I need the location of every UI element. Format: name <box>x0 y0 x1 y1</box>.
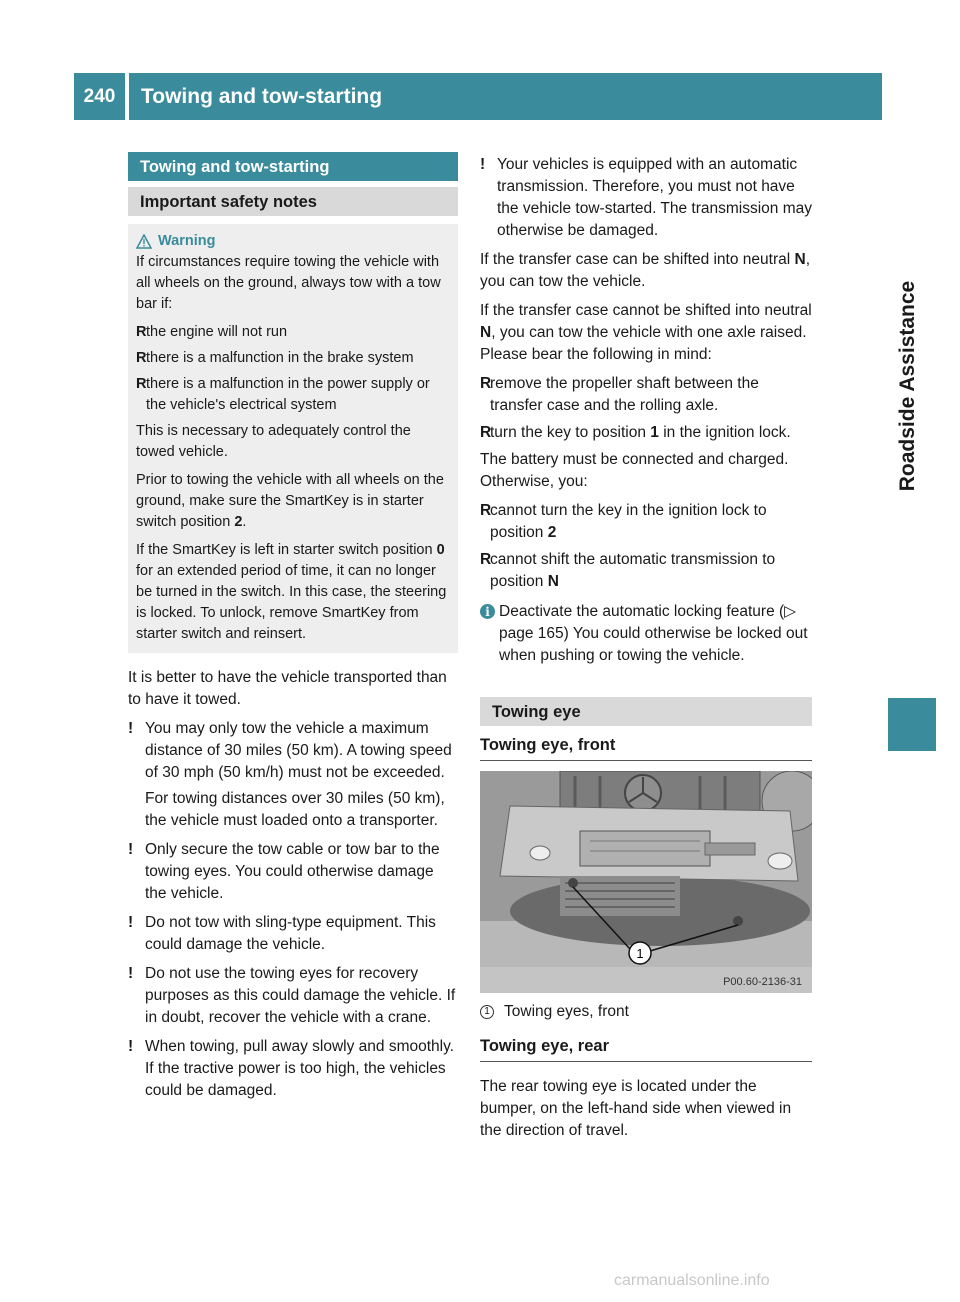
caution-note: ! Do not use the towing eyes for recovery purposes as this could damage the vehicle. If in doubt, recover the vehicle with a crane. <box>128 963 458 1029</box>
list-item: R cannot turn the key in the ignition lock to position 2 <box>480 502 767 541</box>
warning-bullet: R there is a malfunction in the power supply or the vehicle's electrical system <box>136 376 430 413</box>
right-column <box>480 154 812 1149</box>
towing-eye-figure <box>480 771 812 993</box>
exclamation-icon: ! <box>128 1038 134 1055</box>
warning-paragraph: This is necessary to adequately control the towed vehicle. <box>136 423 411 460</box>
side-tab <box>880 76 936 696</box>
caution-note: ! Do not tow with sling-type equipment. This could damage the vehicle. <box>128 912 458 956</box>
figure-title: Towing eye, front <box>480 734 812 761</box>
warning-paragraph: Prior to towing the vehicle with all wheels on the ground, make sure the SmartKey is in starter switch position 2. <box>136 472 444 530</box>
page-number: 240 <box>74 73 125 120</box>
exclamation-icon: ! <box>128 965 134 982</box>
figure-caption: 1 Towing eyes, front <box>480 1001 812 1023</box>
watermark: carmanualsonline.info <box>614 1272 770 1289</box>
warning-box <box>128 224 458 653</box>
body-paragraph: The rear towing eye is located under the bumper, on the left-hand side when viewed in the direction of travel. <box>480 1078 792 1139</box>
caution-note: ! Only secure the tow cable or tow bar to the towing eyes. You could otherwise damage the vehicle. <box>128 839 458 905</box>
section-heading: Towing eye <box>480 697 812 726</box>
figure-title: Towing eye, rear <box>480 1035 812 1062</box>
callout-number-icon: 1 <box>480 1005 494 1019</box>
vehicle-front-illustration <box>480 771 812 993</box>
exclamation-icon: ! <box>128 914 134 931</box>
body-paragraph: If the transfer case can be shifted into neutral N, you can tow the vehicle. <box>480 251 811 290</box>
exclamation-icon: ! <box>128 841 134 858</box>
list-item: R cannot shift the automatic transmission to position N <box>480 551 776 590</box>
figure-code: P00.60-2136-31 <box>723 976 802 988</box>
body-paragraph: If the transfer case cannot be shifted into neutral N, you can tow the vehicle with one axle raised. Please bear the following in mind: <box>480 302 812 363</box>
exclamation-icon: ! <box>128 720 134 737</box>
side-tab-label: Roadside Assistance <box>896 280 920 492</box>
figure-callout: 1 <box>636 946 644 961</box>
list-item: R remove the propeller shaft between the transfer case and the rolling axle. <box>480 375 759 414</box>
warning-bullet: R there is a malfunction in the brake system <box>136 350 414 366</box>
warning-intro: If circumstances require towing the vehicle with all wheels on the ground, always tow with a tow bar if: <box>136 254 441 312</box>
info-note: i Deactivate the automatic locking feature (▷ page 165) You could otherwise be locked out when pushing or towing the vehicle. <box>480 601 812 667</box>
body-paragraph: The battery must be connected and charged. Otherwise, you: <box>480 451 789 490</box>
warning-title <box>136 231 450 252</box>
page-header-title: Towing and tow-starting <box>129 73 882 120</box>
warning-triangle-icon <box>136 234 152 249</box>
side-tab-marker <box>888 698 936 751</box>
list-item: R turn the key to position 1 in the ignition lock. <box>480 424 791 441</box>
body-paragraph: It is better to have the vehicle transported than to have it towed. <box>128 669 447 708</box>
warning-bullet: R the engine will not run <box>136 324 288 340</box>
caution-note: ! Your vehicles is equipped with an automatic transmission. Therefore, you must not have the vehicle tow-started. The transmission may otherwise be damaged. <box>480 154 812 242</box>
subsection-heading: Important safety notes <box>128 187 458 216</box>
caution-note: ! You may only tow the vehicle a maximum distance of 30 miles (50 km). A towing speed of 30 mph (50 km/h) must not be exceeded. For towing distances over 30 miles (50 km), the vehicle must loaded onto a transporter. <box>128 718 458 832</box>
section-heading: Towing and tow-starting <box>128 152 458 181</box>
warning-title-text: Warning <box>158 233 216 249</box>
caution-note: ! When towing, pull away slowly and smoothly. If the tractive power is too high, the vehicles could be damaged. <box>128 1036 458 1102</box>
left-column <box>128 152 458 1109</box>
exclamation-icon: ! <box>480 156 486 173</box>
warning-paragraph: If the SmartKey is left in starter switch position 0 for an extended period of time, it can no longer be turned in the switch. In this case, the steering is locked. To unlock, remove SmartKey from starter switch and reinsert. <box>136 542 447 642</box>
info-icon: i <box>480 604 495 619</box>
